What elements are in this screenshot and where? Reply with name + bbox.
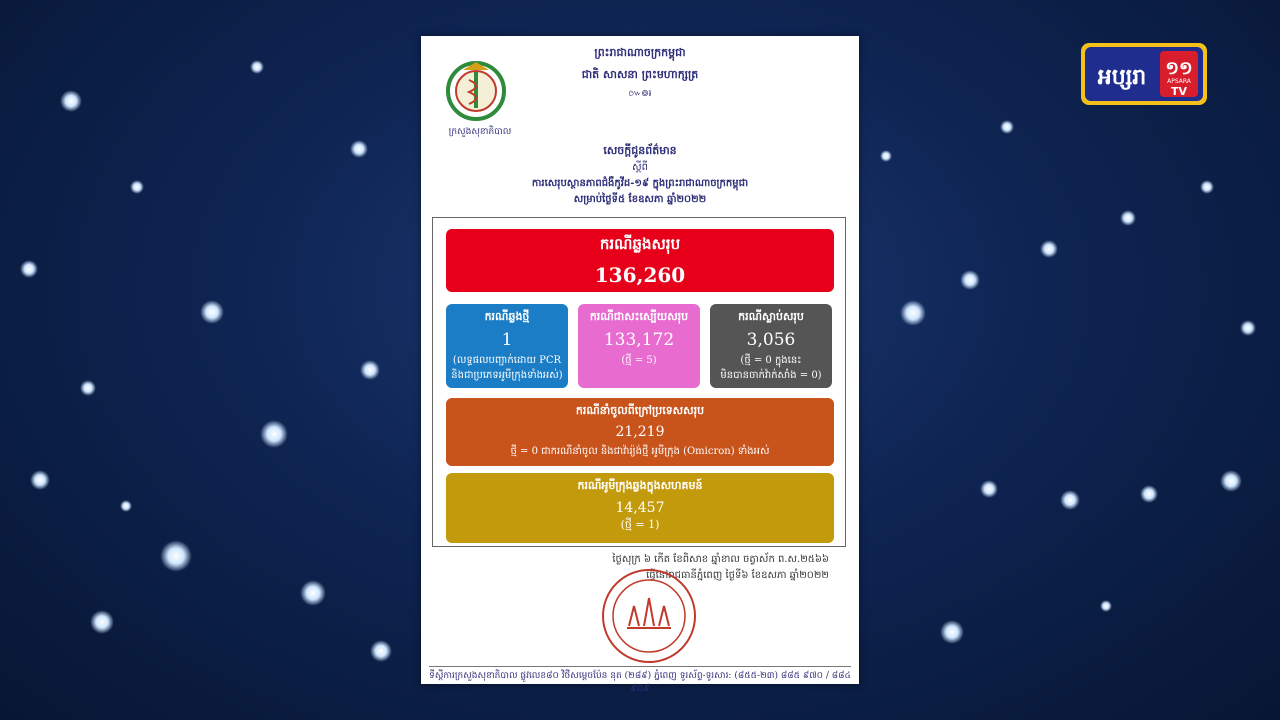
brand-number: ១១	[1165, 58, 1193, 79]
recovered-box	[578, 304, 700, 388]
deaths-note-1: (ថ្មី = 0 ក្នុងនេះ	[740, 355, 802, 366]
issue-date: ធ្វើនៅរាជធានីភ្នំពេញ ថ្ងៃទី៦ ខែឧសភា ឆ្នាំ២០២២	[646, 570, 829, 581]
lunar-date: ថ្ងៃសុក្រ ៦ កើត ខែពិសាខ ឆ្នាំខាល ចត្វាស័ក ព.ស.២៥៦៦	[612, 554, 829, 565]
deaths-note-2: មិនបានចាក់វ៉ាក់សាំង = 0)	[720, 370, 822, 381]
new-cases-value: 1	[501, 330, 513, 350]
new-cases-label: ករណីឆ្លងថ្មី	[484, 310, 530, 323]
brand-sub: APSARA	[1167, 78, 1191, 85]
deaths-value: 3,056	[746, 330, 796, 350]
recovered-value: 133,172	[603, 330, 675, 350]
total-cases-box	[446, 229, 834, 292]
covid-report-document	[421, 36, 859, 694]
recovered-label: ករណីជាសះស្បើយសរុប	[589, 310, 689, 323]
deaths-label: ករណីស្លាប់សរុប	[738, 310, 804, 323]
ministry-caption: ក្រសួងសុខាភិបាល	[448, 127, 512, 137]
report-title: សេចក្តីជូនព័ត៌មាន	[603, 144, 677, 157]
report-topic: ការសេរុបស្ថានភាពជំងឺកូវីដ-១៩ ក្នុងព្រះរាជាណាចក្រកម្ពុជា	[531, 178, 749, 189]
omicron-community-box	[446, 473, 834, 543]
apsara-tv-logo	[1080, 42, 1208, 106]
brand-name: អប្សរា	[1097, 65, 1147, 90]
recovered-note: (ថ្មី = 5)	[621, 355, 657, 366]
deaths-box	[710, 304, 832, 388]
new-cases-note-2: និងជាប្រភេទអូមីក្រុងទាំងអស់)	[451, 370, 563, 381]
brand-tv: TV	[1170, 85, 1188, 98]
report-date: សម្រាប់ថ្ងៃទី៥ ខែឧសភា ឆ្នាំ២០២២	[573, 194, 707, 205]
new-cases-note-1: (លទ្ធផលបញ្ជាក់ដោយ PCR	[452, 355, 562, 366]
total-cases-label: ករណីឆ្លងសរុប	[599, 235, 681, 253]
imported-cases-box	[446, 398, 834, 466]
kingdom-heading: ព្រះរាជាណាចក្រកម្ពុជា	[594, 46, 686, 59]
omicron-value: 14,457	[615, 500, 665, 516]
ministry-logo-icon	[443, 58, 509, 124]
motto-heading: ជាតិ សាសនា ព្រះមហាក្សត្រ	[581, 68, 699, 81]
imported-value: 21,219	[615, 424, 665, 440]
ministry-seal-icon	[599, 566, 699, 666]
imported-label: ករណីនាំចូលពីក្រៅប្រទេសសរុប	[575, 404, 705, 417]
omicron-note: (ថ្មី = 1)	[620, 518, 660, 531]
omicron-label: ករណីអូមីក្រុងឆ្លងក្នុងសហគមន៍	[577, 479, 703, 492]
new-cases-box	[446, 304, 568, 388]
footer-address: ទីស្តីការក្រសួងសុខាភិបាល ផ្លូវលេខ៨០ វិថីសម្តេចប៉ែន នុត (២៨៩) ភ្នំពេញ ទូរស័ព្ទ-ទូរសារ: (៨៥៥-២៣) ៨៨៥ ៩៧០ / ៨៨៤ ៩០៩	[429, 666, 851, 696]
report-subtitle: ស្តីពី	[632, 162, 648, 173]
total-cases-value: 136,260	[594, 263, 686, 287]
stats-frame	[432, 217, 846, 547]
header-ornament: ៚៙៛	[628, 89, 652, 99]
imported-note: ថ្មី = 0 ជាករណីនាំចូល និងជាវ៉ារ្យ៉ង់ថ្មី អូមីក្រុង (Omicron) ទាំងអស់	[510, 446, 770, 457]
